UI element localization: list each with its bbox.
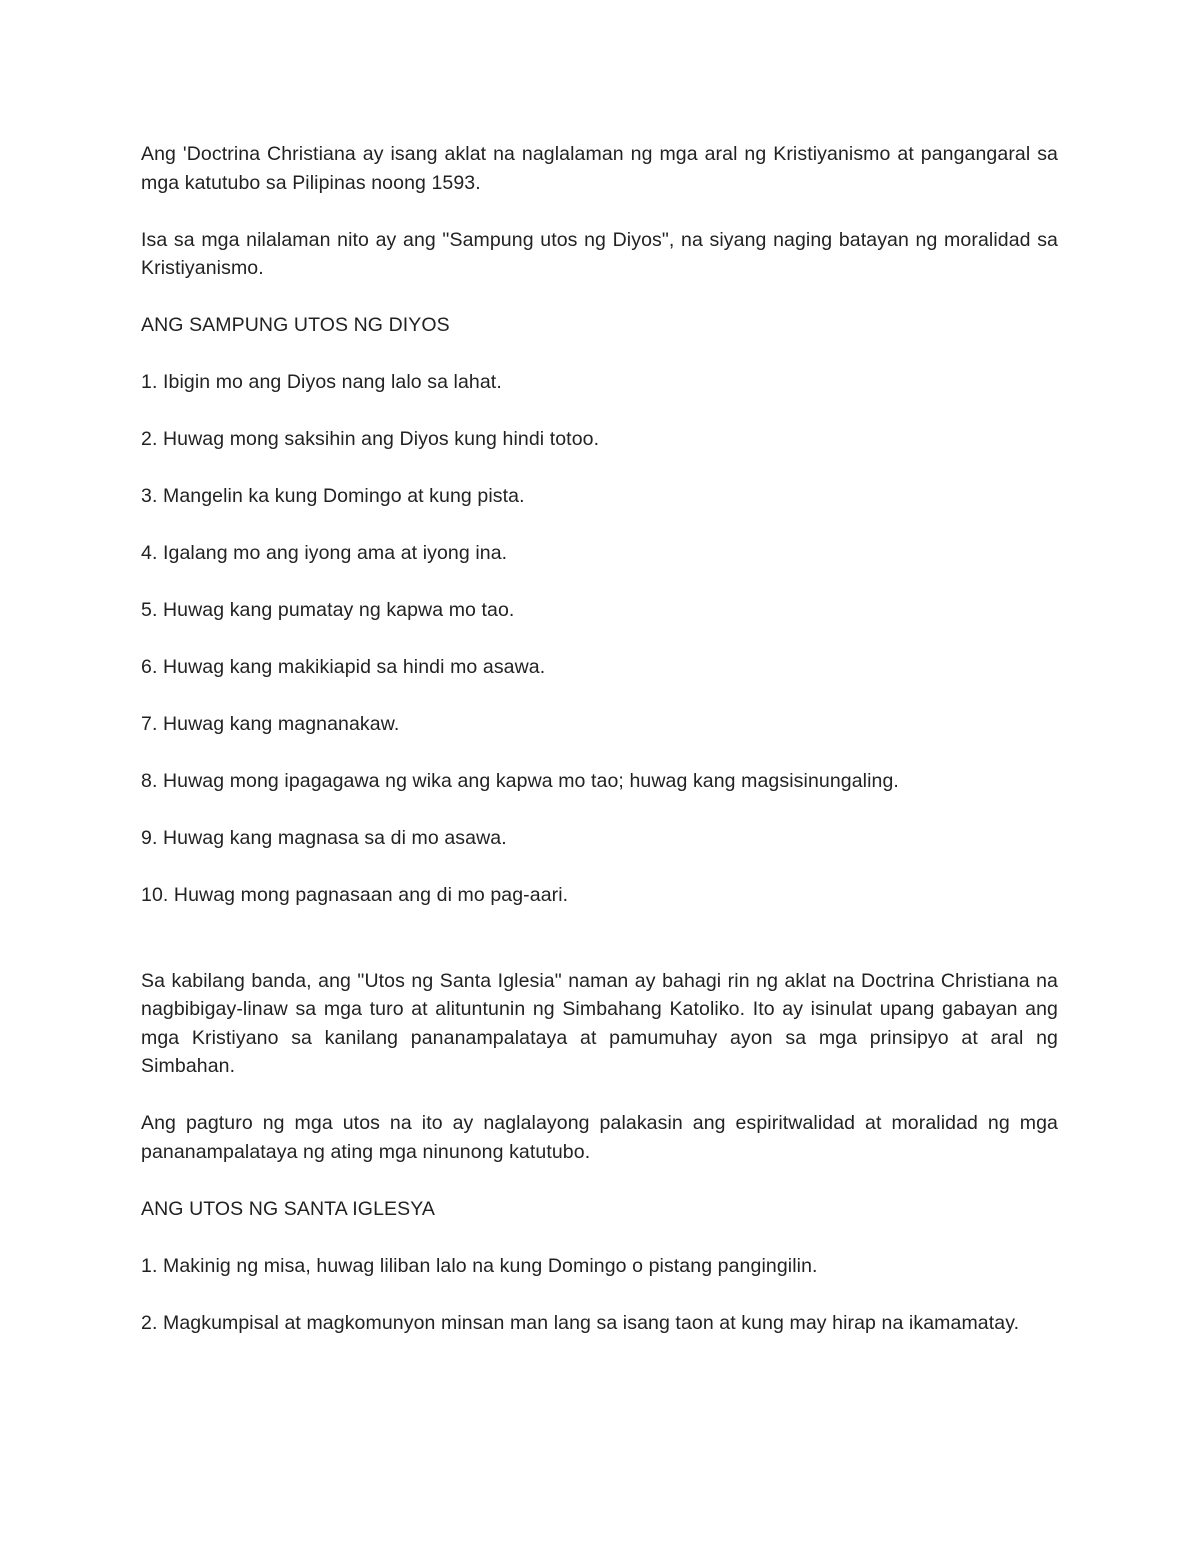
commandment-item: 1. Ibigin mo ang Diyos nang lalo sa lahat. (141, 371, 502, 393)
commandment-item: 9. Huwag kang magnasa sa di mo asawa. (141, 827, 507, 849)
church-commandment-item: 2. Magkumpisal at magkomunyon minsan man lang sa isang taon at kung may hirap na ikamamatay. (141, 1311, 1020, 1334)
church-commandment-item: 1. Makinig ng misa, huwag liliban lalo na kung Domingo o pistang pangingilin. (141, 1254, 818, 1277)
commandment-item: 7. Huwag kang magnanakaw. (141, 713, 400, 735)
intro-paragraph-2: Isa sa mga nilalaman nito ay ang "Sampung utos ng Diyos", na siyang naging batayan ng moralidad sa Kristiyanismo. (141, 228, 1058, 279)
middle-paragraph-1: Sa kabilang banda, ang "Utos ng Santa Iglesia" naman ay bahagi rin ng aklat na Doctrina Christiana na nagbibigay-linaw sa mga turo at alituntunin ng Simbahang Katoliko. Ito ay isinulat upang gabayan ang mga Kristiyano sa kanilang pananampalataya at pamumuhay ayon sa mga prinsipyo at aral ng Simbahan. (141, 969, 1058, 1077)
commandment-item: 3. Mangelin ka kung Domingo at kung pista. (141, 485, 525, 507)
church-heading: ANG UTOS NG SANTA IGLESYA (141, 1197, 435, 1220)
middle-paragraph-2: Ang pagturo ng mga utos na ito ay naglalayong palakasin ang espiritwalidad at moralidad ng mga pananampalataya ng ating mga ninunong katutubo. (141, 1112, 1058, 1163)
commandment-item: 6. Huwag kang makikiapid sa hindi mo asawa. (141, 656, 546, 678)
section-spacer (141, 938, 1058, 967)
document-page (141, 140, 1058, 1366)
commandment-item: 5. Huwag kang pumatay ng kapwa mo tao. (141, 599, 515, 621)
commandment-item: 2. Huwag mong saksihin ang Diyos kung hindi totoo. (141, 428, 600, 450)
commandment-item: 4. Igalang mo ang iyong ama at iyong ina. (141, 542, 508, 564)
commandment-item: 10. Huwag mong pagnasaan ang di mo pag-aari. (141, 884, 569, 906)
commandments-heading: ANG SAMPUNG UTOS NG DIYOS (141, 314, 450, 336)
commandment-item: 8. Huwag mong ipagagawa ng wika ang kapwa mo tao; huwag kang magsisinungaling. (141, 770, 899, 792)
intro-paragraph-1: Ang 'Doctrina Christiana ay isang aklat na naglalaman ng mga aral ng Kristiyanismo at pangangaral sa mga katutubo sa Pilipinas noong 1593. (141, 143, 1058, 194)
